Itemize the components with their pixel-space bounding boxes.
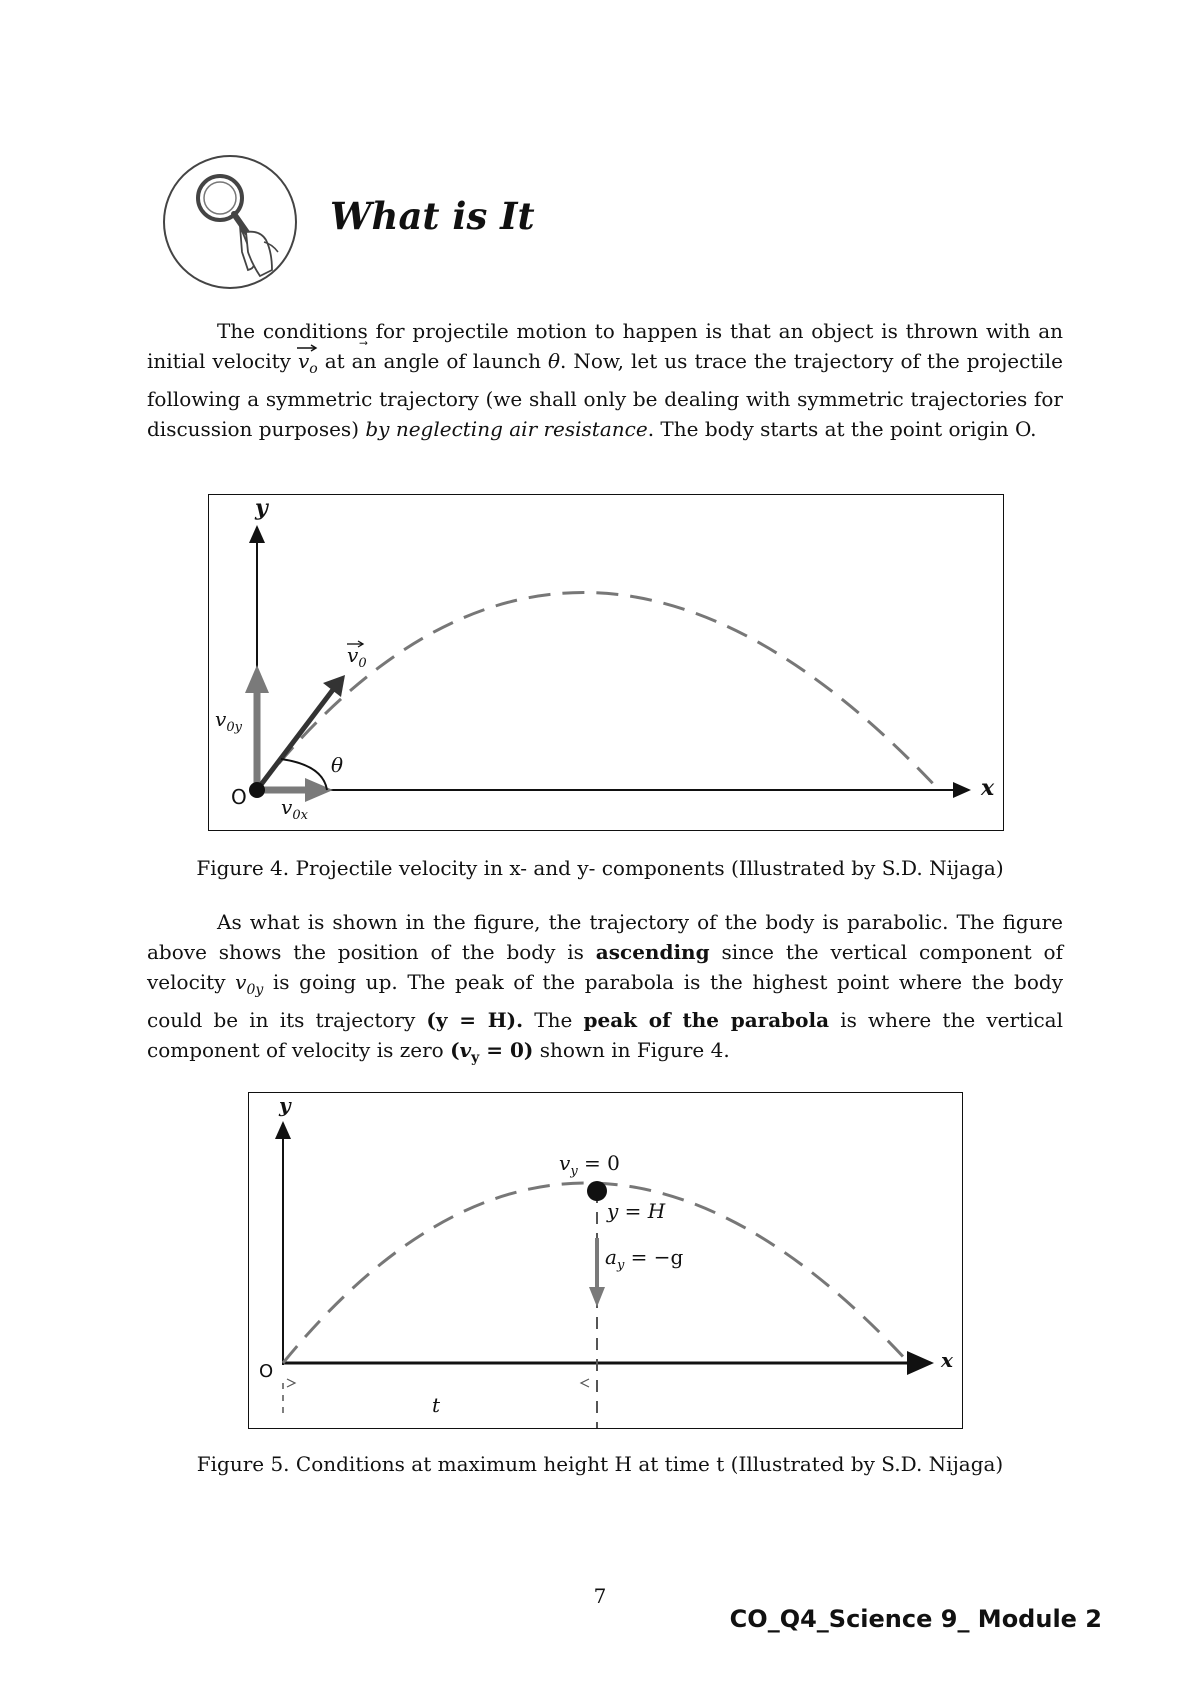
fig4-y-label: y xyxy=(255,495,268,521)
intro-text-4: . The body starts at the point origin O. xyxy=(647,417,1037,441)
fig5-vy-label: $v_y = 0$ xyxy=(559,1151,620,1179)
module-footer: CO_Q4_Science 9_ Module 2 xyxy=(729,1605,1102,1633)
intro-text-3: . Now, let us trace the trajectory of the projectile following a symmetric trajectory (we shall only be dealing with symmetric trajectories for discussion purposes) xyxy=(147,349,1064,441)
vo-symbol: $v_o$ xyxy=(298,349,318,373)
page-number: 7 xyxy=(593,1584,607,1608)
intro-italic: by neglecting air resistance xyxy=(365,417,648,441)
t-tick-right xyxy=(581,1379,589,1387)
v0-arrowhead xyxy=(323,675,345,697)
fig4-v0y-label: $v_{0y}$ xyxy=(215,707,242,735)
figure-5-caption: Figure 5. Conditions at maximum height H at time t (Illustrated by S.D. Nijaga) xyxy=(196,1452,1004,1476)
ay-arrowhead xyxy=(589,1287,605,1307)
fig4-v0-label: $v_0$ xyxy=(347,643,367,671)
theta-symbol: θ xyxy=(547,349,561,373)
fig4-v0x-label: $v_{0x}$ xyxy=(281,795,308,823)
fig4-origin-label: O xyxy=(231,785,247,809)
fig5-ay-label: $a_y = -g$ xyxy=(605,1245,684,1273)
section-title: What is It xyxy=(330,194,535,238)
fig5-origin-label: O xyxy=(259,1361,274,1382)
intro-text-2: at an angle of launch xyxy=(317,349,548,373)
fig5-t-label: t xyxy=(432,1393,441,1417)
figure-4 xyxy=(208,494,1004,831)
v0y-arrowhead xyxy=(245,665,269,693)
fig4-theta-label: θ xyxy=(331,753,344,777)
origin-point xyxy=(249,782,265,798)
fig5-yH-label: y = H xyxy=(607,1199,666,1223)
ascending-paragraph: As what is shown in the figure, the trajectory of the body is parabolic. The figure above shows the position of the body is ascending since the vertical component of velocity $v_{0y}$ is going up. The peak of the parabola is the highest point where the body could be in its trajectory (y = H). The peak of the parabola is where the vertical component of velocity is zero $(v_y = 0)$ shown in Figure 4. xyxy=(147,910,1064,1066)
trajectory-curve xyxy=(257,593,939,791)
t-tick-left xyxy=(287,1379,295,1387)
v0-vector xyxy=(257,687,335,790)
fig4-x-label: x xyxy=(981,775,995,801)
v0x-arrowhead xyxy=(305,778,333,802)
figure-4-caption: Figure 4. Projectile velocity in x- and y- components (Illustrated by S.D. Nijaga) xyxy=(196,856,1004,880)
magnifying-glass-icon xyxy=(160,152,300,292)
intro-text-1: The conditions for projectile motion to happen is that an object is thrown with an initial velocity xyxy=(147,319,1063,373)
peak-point xyxy=(587,1181,607,1201)
figure-5 xyxy=(248,1092,963,1429)
fig5-y-label: y xyxy=(279,1093,291,1117)
fig5-x-label: x xyxy=(941,1348,953,1372)
intro-paragraph xyxy=(147,316,1063,444)
